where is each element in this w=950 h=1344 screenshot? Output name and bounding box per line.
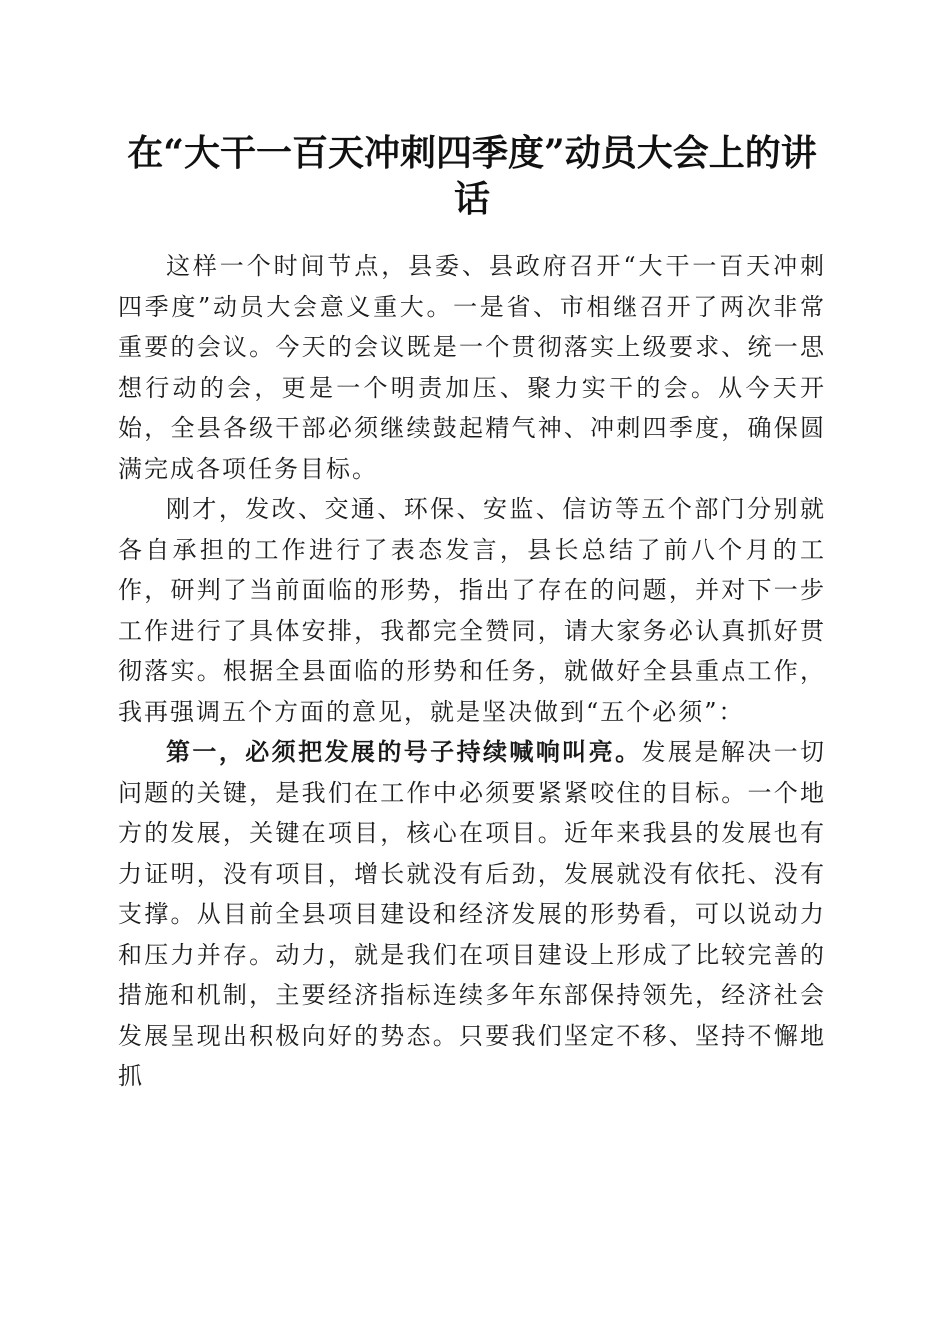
paragraph-1-text: 这样一个时间节点，县委、县政府召开“大干一百天冲刺四季度”动员大会意义重大。一是省、市相继召开了两次非常重要的会议。今天的会议既是一个贯彻落实上级要求、统一思想行动的会，更是一个明责加压、聚力实干的会。从今天开始，全县各级干部必须继续鼓起精气神、冲刺四季度，确保圆满完成各项任务目标。 (118, 252, 826, 483)
paragraph-3-text: 发展是解决一切问题的关键，是我们在工作中必须要紧紧咬住的目标。一个地方的发展，关键在项目，核心在项目。近年来我县的发展也有力证明，没有项目，增长就没有后劲，发展就没有依托、没有支撑。从目前全县项目建设和经济发展的形势看，可以说动力和压力并存。动力，就是我们在项目建设上形成了比较完善的措施和机制，主要经济指标连续多年东部保持领先，经济社会发展呈现出积极向好的势态。只要我们坚定不移、坚持不懈地抓 (118, 738, 826, 1090)
paragraph-2 (118, 489, 826, 732)
paragraph-2-text: 刚才，发改、交通、环保、安监、信访等五个部门分别就各自承担的工作进行了表态发言，县长总结了前八个月的工作，研判了当前面临的形势，指出了存在的问题，并对下一步工作进行了具体安排，我都完全赞同，请大家务必认真抓好贯彻落实。根据全县面临的形势和任务，就做好全县重点工作，我再强调五个方面的意见，就是坚决做到“五个必须”： (118, 495, 826, 726)
document-title: 在“大干一百天冲刺四季度”动员大会上的讲话 (127, 132, 817, 220)
paragraph-3 (118, 732, 826, 1097)
document-body (118, 246, 826, 1097)
paragraph-1 (118, 246, 826, 489)
paragraph-3-heading: 第一，必须把发展的号子持续喊响叫亮。 (166, 737, 642, 766)
